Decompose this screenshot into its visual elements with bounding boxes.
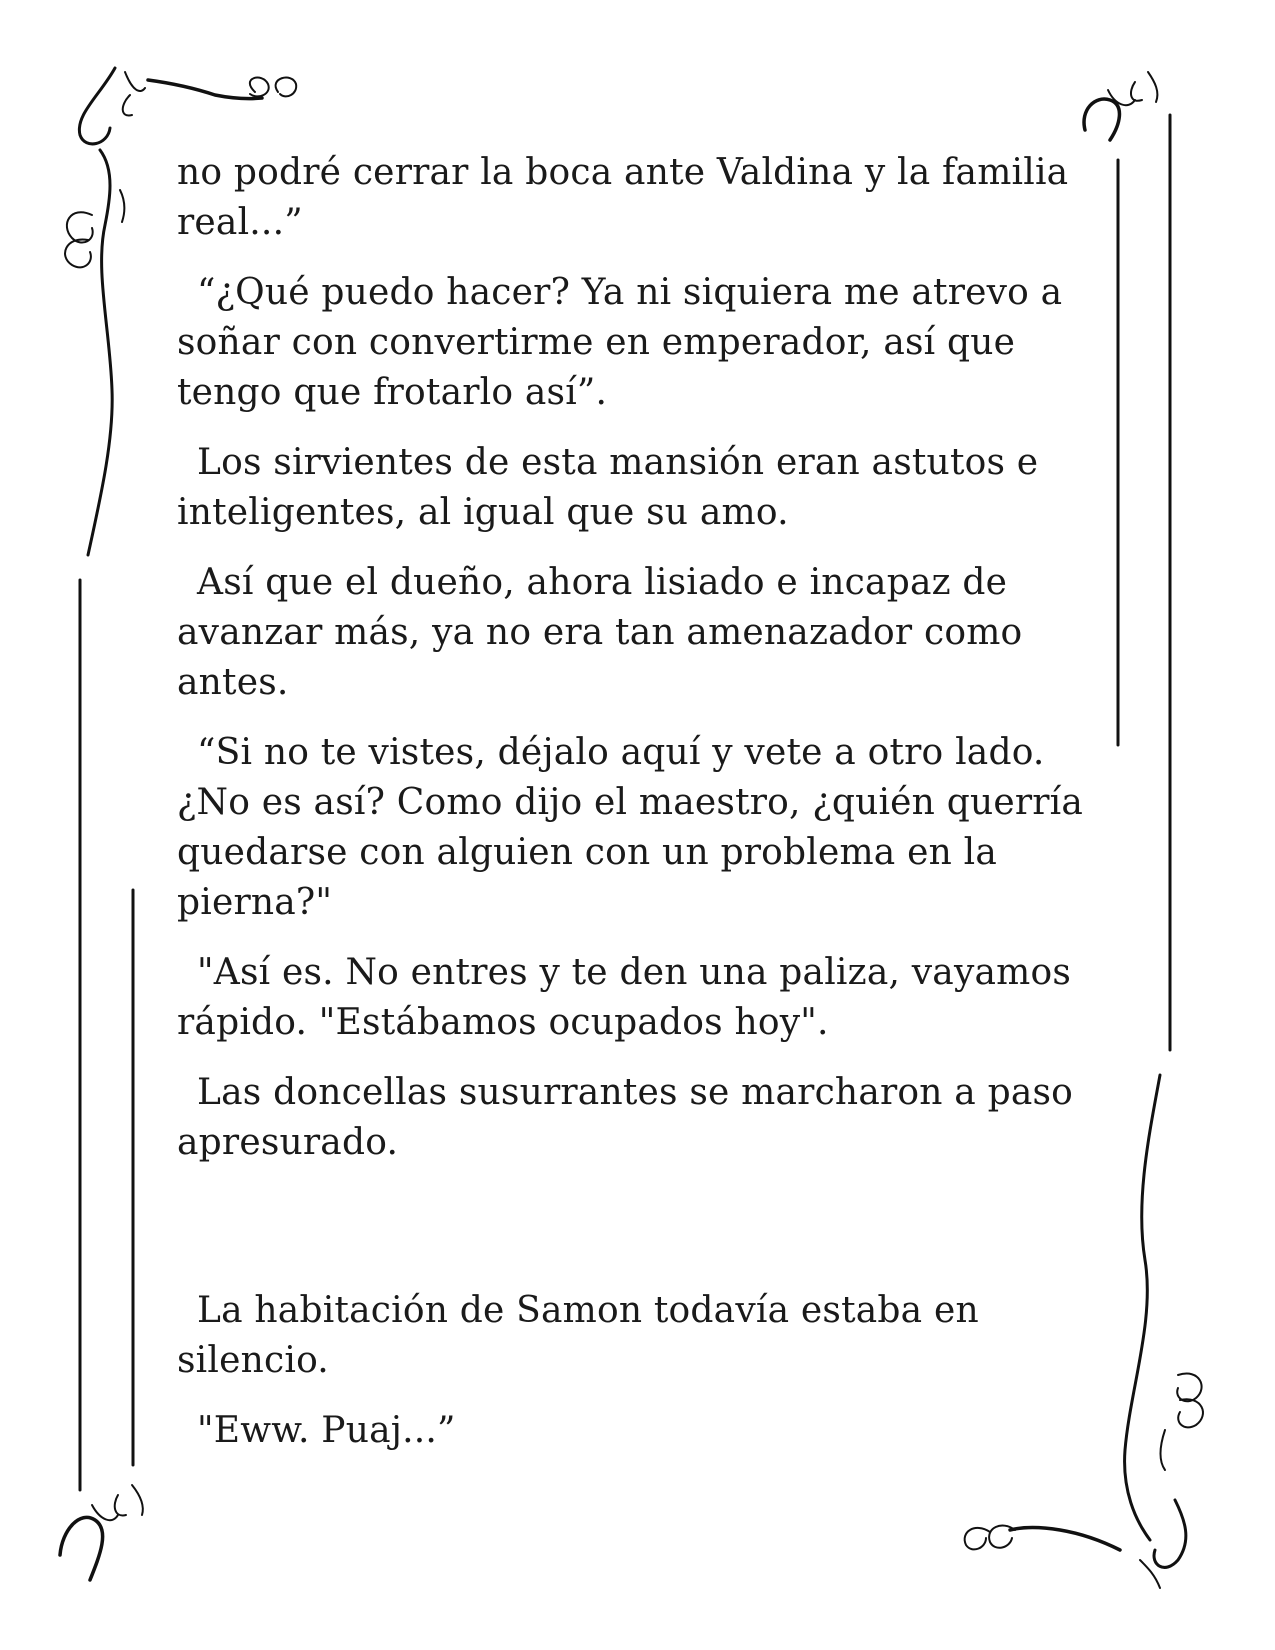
paragraph: La habitación de Samon todavía estaba en silencio. <box>177 1290 979 1381</box>
paragraph: “¿Qué puedo hacer? Ya ni siquiera me atrevo a soñar con convertirme en emperador, así que tengo que frotarlo así”. <box>177 272 1063 413</box>
paragraph: "Así es. No entres y te den una paliza, vayamos rápido. "Estábamos ocupados hoy". <box>177 952 1072 1043</box>
paragraph: Las doncellas susurrantes se marcharon a paso apresurado. <box>177 1072 1074 1163</box>
paragraph: "Eww. Puaj...” <box>197 1410 456 1451</box>
paragraph: no podré cerrar la boca ante Valdina y la familia real...” <box>177 152 1069 243</box>
bottom-left-flourish-ornament <box>60 1485 143 1580</box>
paragraph: Así que el dueño, ahora lisiado e incapaz de avanzar más, ya no era tan amenazador como antes. <box>177 562 1023 703</box>
paragraph: Los sirvientes de esta mansión eran astutos e inteligentes, al igual que su amo. <box>177 442 1039 533</box>
paragraph: “Si no te vistes, déjalo aquí y vete a otro lado. ¿No es así? Como dijo el maestro, ¿quién querría quedarse con alguien con un problema en la pierna?" <box>177 732 1084 923</box>
page-body-text <box>177 148 1097 1476</box>
top-right-flourish-ornament <box>1084 72 1157 140</box>
